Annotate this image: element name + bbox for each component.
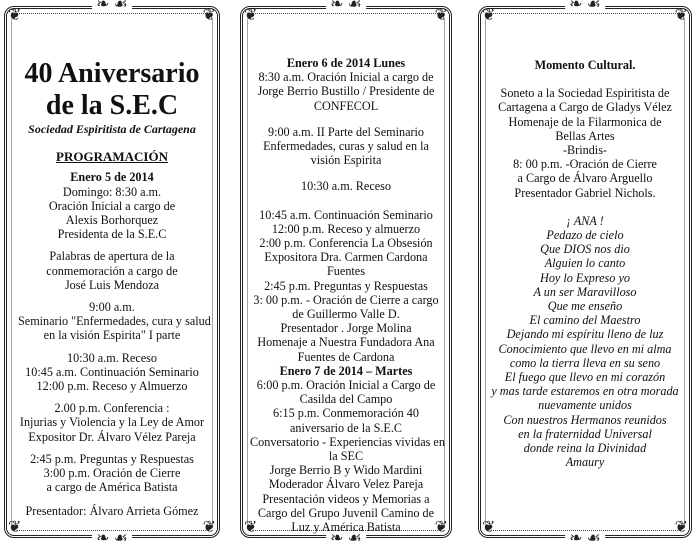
date-heading: Enero 6 de 2014 Lunes: [286, 56, 406, 70]
poem-line: Que me enseño: [547, 299, 623, 314]
text-line: 8: 00 p.m. -Oración de Cierre: [513, 157, 657, 172]
text-line: Cartagena a Cargo de Gladys Vélez: [498, 100, 672, 115]
text-line: Domingo: 8:30 a.m.: [62, 184, 162, 199]
poem-line: Pedazo de cielo: [546, 228, 624, 243]
flourish-icon: ❦: [482, 519, 496, 536]
text-line: Presidenta de la S.E.C: [57, 227, 167, 242]
poem-line: El camino del Maestro: [529, 313, 641, 328]
text-line: 10:45 a.m. Continuación Seminario: [25, 364, 199, 379]
poem-line: y mas tarde estaremos en otra morada: [491, 384, 679, 399]
poem-line: A un ser Maravilloso: [533, 284, 637, 299]
text-line: CONFECOL: [313, 98, 379, 113]
text-line: Casilda del Campo: [299, 392, 393, 407]
flourish-icon: ❦: [674, 7, 688, 24]
program-heading: PROGRAMACIÓN: [56, 149, 168, 165]
text-line: Fuentes de Cardona: [297, 349, 395, 364]
text-line: 3: 00 p.m. - Oración de Cierre a cargo: [253, 292, 439, 307]
text-line: Expositora Dra. Carmen Cardona: [264, 250, 428, 265]
subtitle: Sociedad Espiritista de Cartagena: [28, 122, 196, 136]
date-heading: Enero 5 de 2014: [70, 170, 154, 185]
text-line: 2:45 p.m. Preguntas y Respuestas: [264, 278, 428, 293]
poem-line: donde reina la Divinidad: [523, 441, 647, 456]
text-line: 9:00 a.m. II Parte del Seminario: [267, 124, 425, 139]
text-line: Conversatorio - Experiencias vividas en: [250, 434, 445, 449]
text-line: Moderador Álvaro Velez Pareja: [268, 477, 424, 492]
poem-author: Amaury: [565, 455, 605, 470]
flourish-icon: ❦: [8, 519, 22, 536]
text-line: Expositor Dr. Álvaro Vélez Pareja: [28, 429, 196, 444]
poem-line: Alguien lo canto: [544, 256, 626, 271]
text-line: 2:00 p.m. Conferencia La Obsesión: [259, 236, 433, 251]
text-line: Jorge Berrio Bustillo / Presidente de: [257, 84, 435, 99]
text-line: 10:30 a.m. Receso: [300, 179, 392, 194]
text-line: de Guillermo Valle D.: [292, 307, 400, 322]
title-line-2: de la S.E.C: [45, 90, 179, 121]
text-line: Palabras de apertura de la: [49, 249, 175, 264]
date-heading: Enero 7 de 2014 – Martes: [279, 363, 413, 378]
text-line: 9:00 a.m.: [89, 300, 135, 315]
text-line: -Brindis-: [562, 143, 607, 158]
text-line: visión Espirita: [310, 153, 382, 168]
text-line: 10:45 a.m. Continuación Seminario: [259, 207, 433, 222]
flourish-icon: ❦: [202, 7, 216, 24]
panel-program-left: [4, 0, 220, 547]
text-line: la SEC: [328, 449, 364, 464]
flourish-icon: ❦: [482, 7, 496, 24]
text-line: Cargo del Grupo Juvenil Camino de: [257, 505, 435, 520]
text-line: Soneto a la Sociedad Espiritista de: [500, 86, 670, 101]
text-line: Enfermedades, curas y salud en la: [263, 139, 429, 154]
panel-cultural-right: [478, 0, 692, 547]
cultural-heading: Momento Cultural.: [534, 58, 636, 72]
poem-line: El fuego que llevo en mi corazón: [504, 370, 666, 385]
text-line: 12:00 p.m. Receso y almuerzo: [271, 221, 421, 236]
text-line: 2.00 p.m. Conferencia :: [54, 401, 170, 416]
poem-line: nuevamente unidos: [538, 398, 632, 413]
flourish-icon: ❧ ☙: [326, 531, 366, 547]
flourish-icon: ❧ ☙: [565, 0, 605, 13]
poem-line: Hoy lo Expreso yo: [540, 270, 630, 285]
flourish-icon: ❦: [202, 519, 216, 536]
text-line: Homenaje de la Filarmonica de: [508, 114, 662, 129]
poem-line: como la tierra lleva en su seno: [509, 355, 661, 370]
text-line: Presentación videos y Memorias a: [262, 491, 430, 506]
text-line: 6:00 p.m. Oración Inicial a Cargo de: [256, 378, 436, 393]
text-line: Presentador Gabriel Nichols.: [514, 185, 656, 200]
panel-program-center: [240, 0, 452, 547]
text-line: 6:15 p.m. Conmemoración 40: [273, 406, 419, 421]
text-line: 12:00 p.m. Receso y Almuerzo: [36, 379, 188, 394]
text-line: José Luis Mendoza: [64, 277, 160, 292]
text-line: conmemoración a cargo de: [46, 263, 178, 278]
title-line-1: 40 Aniversario: [24, 58, 200, 89]
text-line: a cargo de América Batista: [46, 480, 178, 495]
flourish-icon: ❧ ☙: [92, 531, 132, 547]
text-line: Oración Inicial a cargo de: [48, 198, 176, 213]
presenter-line: Presentador: Álvaro Arrieta Gómez: [25, 504, 199, 519]
text-line: 10:30 a.m. Receso: [66, 350, 158, 365]
text-line: Homenaje a Nuestra Fundadora Ana: [257, 335, 435, 350]
text-line: Bellas Artes: [555, 128, 615, 143]
poem-line: Conocimiento que llevo en mi alma: [498, 341, 672, 356]
text-line: Jorge Berrio B y Wido Mardini: [269, 463, 423, 478]
text-line: 8:30 a.m. Oración Inicial a cargo de: [258, 70, 434, 85]
text-line: Presentador . Jorge Molina: [280, 321, 412, 336]
text-line: Fuentes: [327, 264, 365, 279]
text-line: Alexis Borhorquez: [65, 213, 159, 228]
flourish-icon: ❦: [434, 7, 448, 24]
text-line: 3:00 p.m. Oración de Cierre: [43, 466, 181, 481]
text-line: aniversario de la S.E.C: [289, 420, 403, 435]
text-line: Seminario "Enfermedades, cura y salud: [18, 314, 211, 329]
flourish-icon: ❧ ☙: [565, 531, 605, 547]
text-line: 2:45 p.m. Preguntas y Respuestas: [30, 451, 194, 466]
flourish-icon: ❦: [674, 519, 688, 536]
flourish-icon: ❧ ☙: [326, 0, 366, 13]
text-line: en la visión Espirita" I parte: [43, 328, 181, 343]
flourish-icon: ❦: [244, 519, 258, 536]
flourish-icon: ❦: [8, 7, 22, 24]
text-line: a Cargo de Álvaro Arguello: [517, 171, 653, 186]
poem-line: Con nuestros Hermanos reunidos: [503, 412, 667, 427]
poem-line: Dejando mi espíritu lleno de luz: [506, 327, 664, 342]
poem-line: en la fraternidad Universal: [518, 426, 652, 441]
text-line: Injurias y Violencia y la Ley de Amor: [19, 415, 205, 430]
flourish-icon: ❧ ☙: [92, 0, 132, 13]
flourish-icon: ❦: [434, 519, 448, 536]
text-line: Luz y América Batista: [291, 520, 401, 535]
poem-title: ¡ ANA !: [566, 213, 604, 228]
flourish-icon: ❦: [244, 7, 258, 24]
poem-line: Que DIOS nos dio: [540, 242, 630, 257]
